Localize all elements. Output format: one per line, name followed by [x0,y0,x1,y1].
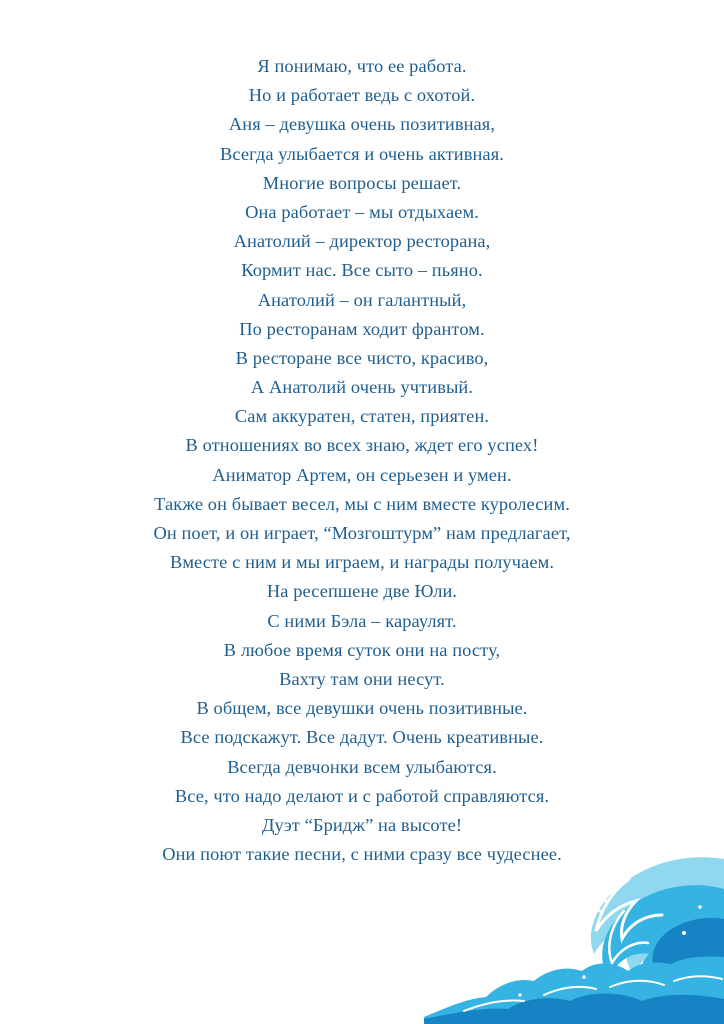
poem-line: Дуэт “Бридж” на высоте! [261,814,463,835]
poem-line: По ресторанам ходит франтом. [239,318,485,339]
poem-line: Аня – девушка очень позитивная, [228,114,496,135]
poem-line: Кормит нас. Все сыто – пьяно. [241,260,483,281]
poem-line: Все подскажут. Все дадут. Очень креативные. [180,727,544,748]
poem-line: Он поет, и он играет, “Мозгоштурм” нам предлагает, [153,523,571,543]
poem-line: Многие вопросы решает. [262,172,462,193]
poem-line: В общем, все девушки очень позитивные. [196,698,528,719]
ocean-wave-icon [424,849,724,1024]
poem-line: Всегда улыбается и очень активная. [220,143,504,164]
poem-line: В ресторане все чисто, красиво, [235,347,489,368]
poem-line: Вместе с ним и мы играем, и награды получаем. [169,552,555,573]
poem-line: В любое время суток они на посту, [223,639,501,660]
poem-line: Все, что надо делают и с работой справляются. [174,785,550,806]
poem-line: Также он бывает весел, мы с ним вместе куролесим. [154,493,570,514]
poem-text [0,52,724,869]
poem-line: Анатолий – директор ресторана, [233,231,491,252]
poem-line: Они поют такие песни, с ними сразу все чудеснее. [162,844,562,865]
poem-line: Но и работает ведь с охотой. [248,85,476,106]
poem-line: Вахту там они несут. [279,668,445,689]
poem-line: А Анатолий очень учтивый. [250,377,474,398]
poem-line: Аниматор Артем, он серьезен и умен. [212,464,512,485]
poem-line: С ними Бэла – караулят. [267,610,457,631]
poem-line: Я понимаю, что ее работа. [257,56,467,76]
poem-line: Анатолий – он галантный, [257,289,467,310]
poem-line: Всегда девчонки всем улыбаются. [227,756,497,777]
poem-line: На ресепшене две Юли. [266,581,458,602]
poem-line: В отношениях во всех знаю, ждет его успех! [185,435,539,456]
poem-line: Она работает – мы отдыхаем. [245,201,479,222]
poem-line: Сам аккуратен, статен, приятен. [234,406,490,427]
